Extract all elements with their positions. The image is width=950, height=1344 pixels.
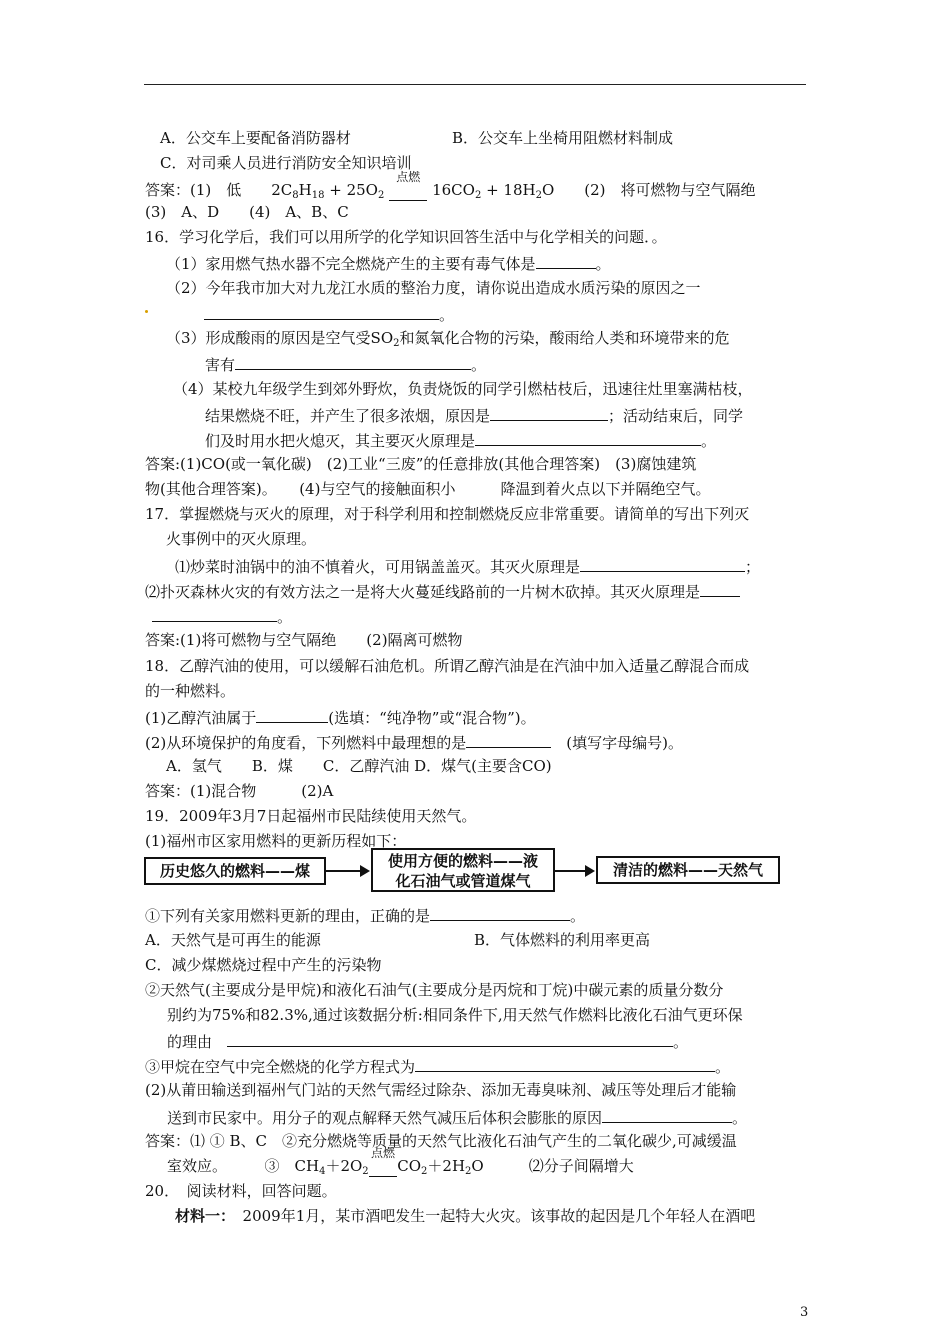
q19-sub2-line2: 送到市民家中。用分子的观点解释天然气减压后体积会膨胀的原因 。	[167, 1106, 747, 1128]
q16-stem: 16．学习化学后，我们可以用所学的化学知识回答生活中与化学相关的问题．。	[145, 228, 667, 246]
answer-blank[interactable]	[415, 1055, 715, 1072]
q16-answer-line1: 答案:(1)CO(或一氧化碳) (2)工业“三废”的任意排放(其他合理答案) (3)腐蚀建筑	[145, 455, 697, 473]
q18-options: A．氢气 B．煤 C．乙醇汽油 D．煤气(主要含CO)	[166, 757, 552, 775]
q19-option-c: C．减少煤燃烧过程中产生的污染物	[145, 956, 382, 974]
answer-blank[interactable]	[204, 303, 439, 320]
answer-blank[interactable]	[536, 252, 596, 269]
answer-blank[interactable]	[700, 580, 740, 597]
answer-blank[interactable]	[235, 353, 471, 370]
q19-answer-line1: 答案：⑴ ① B、C ②充分燃烧等质量的天然气比液化石油气产生的二氧化碳少,可减缓温	[145, 1132, 737, 1150]
q18-stem-line1: 18．乙醇汽油的使用，可以缓解石油危机。所谓乙醇汽油是在汽油中加入适量乙醇混合而成	[145, 657, 750, 675]
q19-option-a: A．天然气是可再生的能源	[145, 931, 321, 949]
flow-box-lpg	[371, 848, 555, 892]
q16-sub3: （3）形成酸雨的原因是空气受$SO_2$和氮氧化合物的污染，酸雨给人类和环境带来的危	[166, 329, 730, 349]
q16-sub4-cont2: 们及时用水把火熄灭，其主要灭火原理是 。	[205, 429, 716, 451]
q19-stem: 19．2009年3月7日起福州市民陆续使用天然气。	[145, 807, 477, 825]
answer-blank[interactable]	[430, 904, 570, 921]
q15-option-b: B．公交车上坐椅用阻燃材料制成	[452, 129, 674, 147]
answer-blank[interactable]	[256, 706, 328, 723]
q16-sub1: （1）家用燃气热水器不完全燃烧产生的主要有毒气体是 。	[166, 252, 611, 274]
q17-sub2-blank: 。	[152, 605, 292, 627]
page-number: 3	[800, 1305, 809, 1320]
q16-sub3-cont: 害有 。	[205, 353, 486, 375]
q19-c2-line2: 别约为75%和82.3%,通过该数据分析:相同条件下,用天然气作燃料比液化石油气更环保	[167, 1006, 743, 1024]
header-rule	[144, 84, 806, 85]
q15-option-a: A．公交车上要配备消防器材	[160, 129, 351, 147]
answer-blank[interactable]	[466, 731, 551, 748]
q16-sub4-cont1: 结果燃烧不旺，并产生了很多浓烟，原因是 ；活动结束后，同学	[205, 404, 743, 426]
q18-sub2: (2)从环境保护的角度看，下列燃料中最理想的是 (填写字母编号)。	[145, 731, 683, 753]
q18-sub1: (1)乙醇汽油属于 (选填：“纯净物”或“混合物”)。	[145, 706, 536, 728]
q15-answer-line1: 答案：(1) 低 $2C_8H_{18} + 25O_2$ 点燃 $16CO_2 + 18H_2O$ (2) 将可燃物与空气隔绝	[145, 180, 756, 201]
answer-blank[interactable]	[475, 429, 701, 446]
q17-answer: 答案:(1)将可燃物与空气隔绝 (2)隔离可燃物	[145, 631, 463, 649]
answer-blank[interactable]	[152, 605, 277, 622]
q19-answer-line2: 室效应。 ③ $CH_4+2O_2$ 点燃 $CO_2+2H_2O$ ⑵分子间隔增大	[167, 1156, 634, 1177]
q16-sub2-blank: 。	[204, 303, 454, 325]
answer-blank[interactable]	[490, 404, 608, 421]
q20-stem: 20． 阅读材料，回答问题。	[145, 1182, 337, 1200]
q19-c3: ③甲烷在空气中完全燃烧的化学方程式为 。	[145, 1055, 730, 1077]
flow-box-natural-gas: 清洁的燃料——天然气	[596, 856, 780, 884]
answer-blank[interactable]	[580, 555, 745, 572]
answer-blank[interactable]	[602, 1106, 732, 1123]
q16-sub2: （2）今年我市加大对九龙江水质的整治力度，请你说出造成水质污染的原因之一	[166, 279, 701, 297]
q18-answer: 答案：(1)混合物 (2)A	[145, 782, 334, 800]
ignite-condition: 点燃	[370, 1146, 395, 1160]
q18-stem-line2: 的一种燃料。	[145, 682, 236, 700]
q17-sub1: ⑴炒菜时油锅中的油不慎着火，可用锅盖盖灭。其灭火原理是 ；	[175, 555, 760, 577]
marker-dot	[145, 310, 148, 313]
flow-arrow-2	[555, 870, 593, 872]
q16-sub4: （4）某校九年级学生到郊外野炊，负责烧饭的同学引燃枯枝后，迅速往灶里塞满枯枝，	[173, 380, 753, 398]
answer-blank[interactable]	[227, 1030, 673, 1047]
q19-sub2-line1: (2)从莆田输送到福州气门站的天然气需经过除杂、添加无毒臭味剂、减压等处理后才能输	[145, 1081, 737, 1099]
flow-box-lpg-line1: 使用方便的燃料——液	[387, 852, 538, 870]
q19-option-b: B．气体燃料的利用率更高	[474, 931, 651, 949]
q19-c2-line3: 的理由 。	[167, 1030, 688, 1052]
q19-c1: ①下列有关家用燃料更新的理由，正确的是 。	[145, 904, 585, 926]
q20-material1: 材料一： 2009年1月，某市酒吧发生一起特大火灾。该事故的起因是几个年轻人在酒吧	[175, 1207, 756, 1225]
q19-sub1: (1)福州市区家用燃料的更新历程如下：	[145, 832, 407, 850]
flow-box-lpg-line2: 化石油气或管道煤气	[395, 872, 531, 890]
flow-arrow-1	[326, 870, 368, 872]
q15-option-c: C．对司乘人员进行消防安全知识培训	[160, 154, 412, 172]
q19-c2-line1: ②天然气(主要成分是甲烷)和液化石油气(主要成分是丙烷和丁烷)中碳元素的质量分数分	[145, 981, 724, 999]
q17-stem-line2: 火事例中的灭火原理。	[166, 530, 317, 548]
ignite-condition: 点燃	[396, 170, 421, 184]
q15-answer-line2: (3) A、D (4) A、B、C	[145, 203, 349, 221]
q17-sub2: ⑵扑灭森林火灾的有效方法之一是将大火蔓延线路前的一片树木砍掉。其灭火原理是	[145, 580, 740, 602]
flow-box-coal: 历史悠久的燃料——煤	[144, 857, 326, 885]
q17-stem-line1: 17．掌握燃烧与灭火的原理，对于科学利用和控制燃烧反应非常重要。请简单的写出下列灭	[145, 505, 750, 523]
q16-answer-line2: 物(其他合理答案)。 (4)与空气的接触面积小 降温到着火点以下并隔绝空气。	[145, 480, 711, 498]
